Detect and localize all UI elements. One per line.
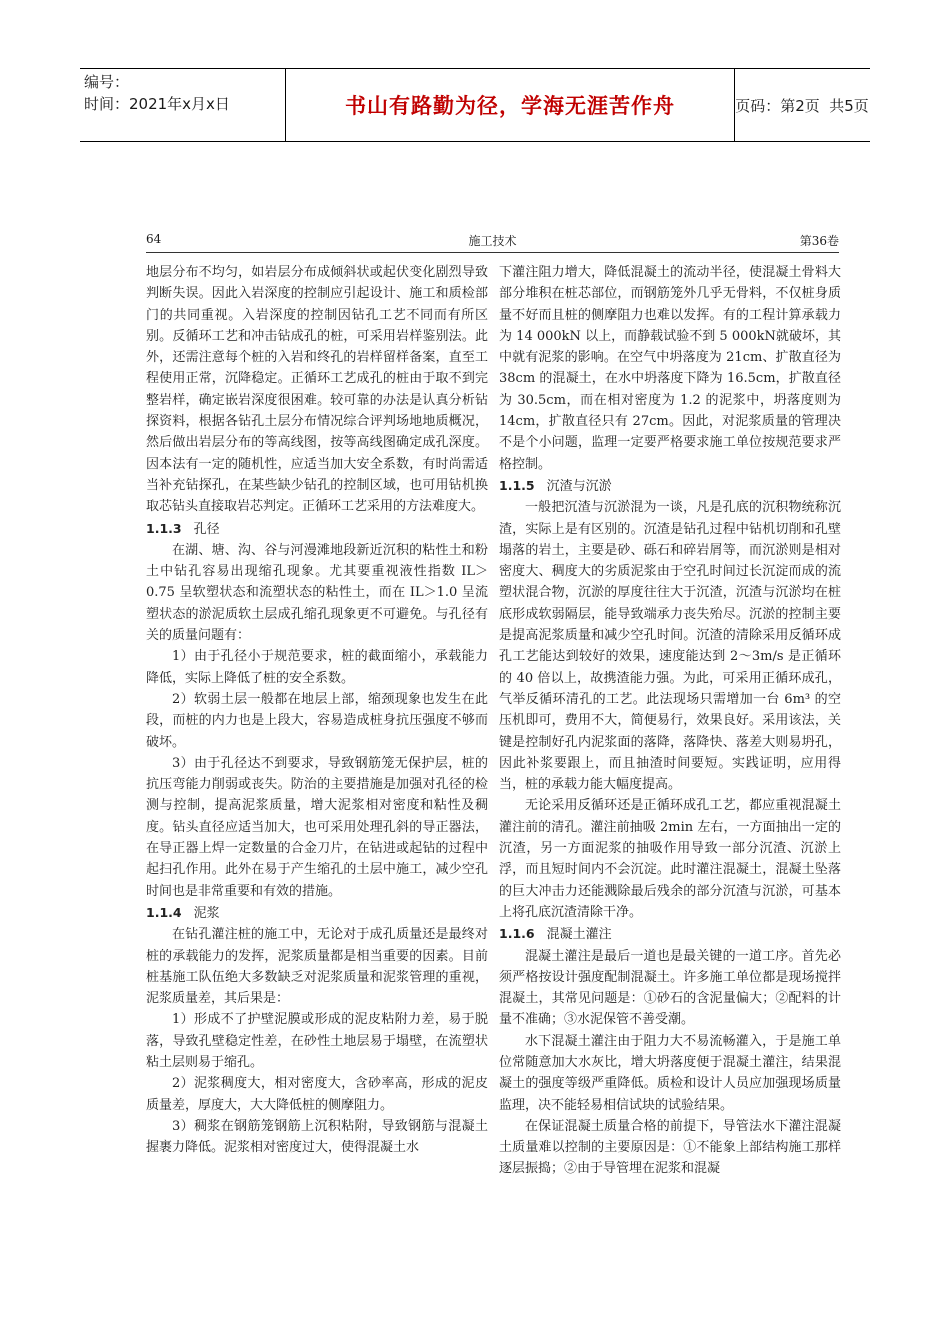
header-meta — [80, 69, 285, 141]
document-header — [80, 68, 870, 142]
motto: 书山有路勤为径，学海无涯苦作舟 — [345, 94, 675, 118]
paragraph: 混凝土灌注是最后一道也是最关键的一道工序。首先必须严格按设计强度配制混凝土。许多施工单位都是现场搅拌混凝土，其常见问题是：①砂石的含泥量偏大；②配料的计量不准确；③水泥保管不善受潮。 — [499, 948, 841, 1028]
page-label: 页码：第2页 共5页 — [735, 96, 869, 115]
section-heading-1-1-4 — [146, 902, 488, 924]
header-motto-cell — [285, 69, 735, 141]
section-heading-1-1-6 — [499, 923, 841, 945]
journal-volume: 第36卷 — [799, 234, 839, 248]
paragraph: 3）由于孔径达不到要求，导致钢筋笼无保护层，桩的抗压弯能力削弱或丧失。防治的主要措施是加强对孔径的检测与控制，提高泥浆质量，增大泥浆相对密度和粘性及稠度。钻头直径应适当加大，也可采用处理孔斜的导正器法，在导正器上焊一定数量的合金刀片，在钻进或起钻的过程中起扫孔作用。此外在易于产生缩孔的土层中施工，减少空孔时间也是非常重要和有效的措施。 — [146, 755, 488, 899]
paragraph: 一般把沉渣与沉淤混为一谈，凡是孔底的沉积物统称沉渣，实际上是有区别的。沉渣是钻孔过程中钻机切削和孔壁塌落的岩土，主要是砂、砾石和碎岩屑等，而沉淤则是相对密度大、稠度大的劣质泥浆由于空孔时间过长沉淀而成的流塑状混合物，沉淤的厚度往往大于沉渣，沉渣与沉淤均在桩底形成软弱隔层，能导致端承力丧失殆尽。沉淤的控制主要是提高泥浆质量和减少空孔时间。沉渣的清除采用反循环成孔工艺能达到较好的效果，速度能达到 2～3m/s 是正循环的 40 倍以上，故携渣能力强。为此，可采用正循环成孔，气举反循环清孔的工艺。此法现场只需增加一台 6m³ 的空压机即可，费用不大，简便易行，效果良好。采用该法，关键是控制好孔内泥浆面的落降，落降快、落差大则易坍孔，因此补浆要跟上，而且抽渣时间要短。实践证明，应用得当，桩的承载力能大幅度提高。 — [499, 500, 841, 793]
left-column — [146, 262, 488, 1158]
journal-page-number: 64 — [146, 232, 162, 246]
section-title: 泥浆 — [193, 905, 220, 921]
section-title: 孔径 — [193, 521, 220, 537]
section-number: 1.1.6 — [499, 926, 535, 942]
right-column — [499, 262, 841, 1180]
section-heading-1-1-5 — [499, 475, 841, 497]
journal-name: 施工技术 — [468, 234, 517, 248]
paragraph: 在湖、塘、沟、谷与河漫滩地段新近沉积的粘性土和粉土中钻孔容易出现缩孔现象。尤其要重视液性指数 IL＞0.75 呈软塑状态和流塑状态的粘性土，而在 IL＞1.0 呈流塑状态的淤泥质软土层成孔缩孔现象更不可避免。与孔径有关的质量问题有： — [146, 542, 488, 644]
paragraph: 水下混凝土灌注由于阻力大不易流畅灌入，于是施工单位常随意加大水灰比，增大坍落度便于混凝土灌注，结果混凝土的强度等级严重降低。质检和设计人员应加强现场质量监理，决不能轻易相信试块的试验结果。 — [499, 1033, 841, 1113]
paragraph: 无论采用反循环还是正循环成孔工艺，都应重视混凝土灌注前的清孔。灌注前抽吸 2min 左右，一方面抽出一定的沉渣，另一方面泥浆的抽吸作用导致一部分沉渣、沉淤上浮，而且短时间内不会沉淀。此时灌注混凝土，混凝土坠落的巨大冲击力还能溅除最后残余的部分沉渣与沉淤，可基本上将孔底沉渣清除干净。 — [499, 798, 841, 920]
paragraph: 2）泥浆稠度大，相对密度大，含砂率高，形成的泥皮质量差，厚度大，大大降低桩的侧摩阻力。 — [146, 1076, 488, 1113]
paragraph: 1）由于孔径小于规范要求，桩的截面缩小，承载能力降低，实际上降低了桩的安全系数。 — [146, 649, 488, 686]
section-number: 1.1.5 — [499, 477, 535, 493]
paragraph: 下灌注阻力增大，降低混凝土的流动半径，使混凝土骨料大部分堆积在桩芯部位，而钢筋笼外几乎无骨料，不仅桩身质量不好而且桩的侧摩阻力也难以发挥。有的工程计算承载力为 14 000kN 以上，而静载试验不到 5 000kN就破坏，其中就有泥浆的影响。在空气中坍落度为 21cm、扩散直径为 38cm 的混凝土，在水中坍落度下降为 16.5cm，扩散直径为 30.5cm，而在相对密度为 1.2 的泥浆中，坍落度则为 14cm，扩散直径只有 27cm。因此，对泥浆质量的管理决不是个小问题，监理一定要严格要求施工单位按规范要求严格控制。 — [499, 265, 841, 472]
paragraph: 3）稠浆在钢筋笼钢筋上沉积粘附，导致钢筋与混凝土握裹力降低。泥浆相对密度过大，使得混凝土水 — [146, 1118, 488, 1156]
serial-label: 编号： — [84, 73, 130, 91]
paragraph: 1）形成不了护壁泥膜或形成的泥皮粘附力差，易于脱落，导致孔壁稳定性差，在砂性土地层易于塌壁，在流塑状粘土层则易于缩孔。 — [146, 1012, 488, 1070]
paragraph: 在保证混凝土质量合格的前提下，导管法水下灌注混凝土质量难以控制的主要原因是：①不能象上部结构施工那样逐层振捣；②由于导管埋在泥浆和混凝 — [499, 1118, 841, 1177]
section-heading-1-1-3 — [146, 518, 488, 540]
journal-running-head — [146, 232, 839, 253]
section-number: 1.1.4 — [146, 904, 182, 920]
section-title: 沉渣与沉淤 — [546, 478, 612, 494]
header-page-cell — [734, 69, 870, 141]
section-number: 1.1.3 — [146, 520, 182, 536]
paragraph: 在钻孔灌注桩的施工中，无论对于成孔质量还是最终对桩的承载能力的发挥，泥浆质量都是相当重要的因素。目前桩基施工队伍绝大多数缺乏对泥浆质量和泥浆管理的重视，泥浆质量差，其后果是： — [146, 927, 488, 1007]
paragraph: 2）软弱土层一般都在地层上部，缩颈现象也发生在此段，而桩的内力也是上段大，容易造成桩身抗压强度不够而破坏。 — [146, 691, 488, 750]
section-title: 混凝土灌注 — [546, 927, 612, 943]
paragraph: 地层分布不均匀，如岩层分布成倾斜状或起伏变化剧烈导致判断失误。因此入岩深度的控制应引起设计、施工和质检部门的共同重视。入岩深度的控制因钻孔工艺不同而有所区别。反循环工艺和冲击钻成孔的桩，可采用岩样鉴别法。此外，还需注意每个桩的入岩和终孔的岩样留样备案，直至工程使用正常，沉降稳定。正循环工艺成孔的桩由于取不到完整岩样，确定嵌岩深度很困难。较可靠的办法是认真分析钻探资料，根据各钻孔土层分布情况综合评判场地地质概况，然后做出岩层分布的等高线图，按等高线图确定成孔深度。因本法有一定的随机性，应适当加大安全系数，有时尚需适当补充钻探孔，在某些缺少钻孔的控制区域，也可用钻机换取芯钻头直接取岩芯判定。正循环工艺采用的方法难度大。 — [146, 265, 488, 515]
time-label: 时间：2021年x月x日 — [84, 95, 230, 113]
